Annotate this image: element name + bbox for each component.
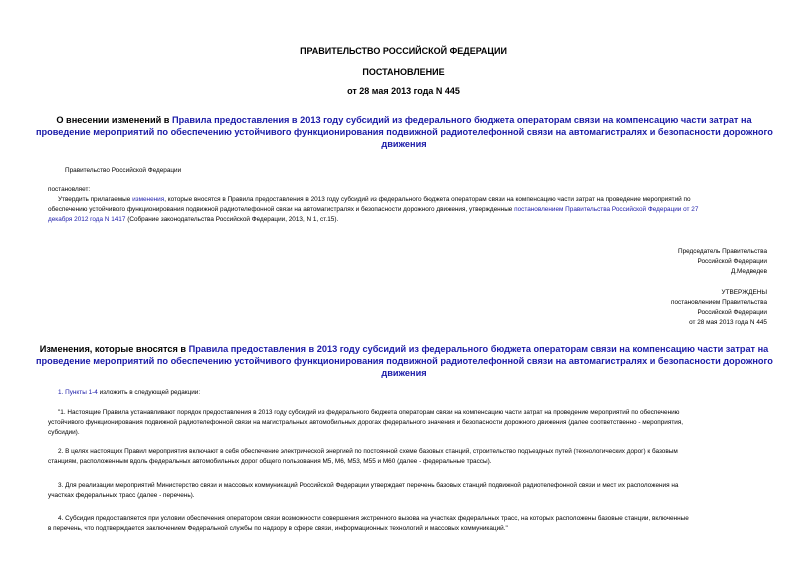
signature-position: Председатель Правительства [678, 248, 767, 255]
changes-title [36, 343, 772, 379]
item-2-paragraph [48, 447, 770, 467]
p1-text-b: , которые вносятся в Правила предоставления в 2013 году субсидий из федерального бюджета операторам связи на компенсацию части затрат на проведение мероприятий по [164, 196, 691, 203]
document-date: от 28 мая 2013 года N 445 [347, 86, 460, 96]
changes-rules-link-line2[interactable]: проведение мероприятий по обеспечению устойчивого функционирования подвижной радиотелефонной связи на автомагистралях и безопасности дорожного [36, 356, 773, 366]
item-1-paragraph [48, 408, 770, 438]
rules-link[interactable]: Правила предоставления в 2013 году субсидий из федерального бюджета операторам связи на компенсацию части затрат на [172, 115, 752, 125]
document-title [36, 114, 772, 150]
item-3-line-1: 3. Для реализации мероприятий Министерство связи и массовых коммуникаций Российской Федерации утверждает перечень базовых станций подвижной радиотелефонной связи и мест их расположения на [58, 482, 679, 489]
item-4-line-2: в перечень, что подтверждается заключением Федеральной службы по надзору в сфере связи, информационных технологий и массовых коммуникаций." [48, 525, 508, 532]
p1-line2-text: обеспечению устойчивого функционирования подвижной радиотелефонной связи на автомагистралях и безопасности дорожного движения [48, 206, 466, 213]
item-4-line-1: 4. Субсидия предоставляется при условии обеспечения оператором связи возможности совершения экстренного вызова на участках федеральных трасс, на которых расположены базовые станции, включенные [58, 515, 689, 522]
changes-link[interactable]: изменения [132, 196, 165, 203]
item-1-line-1: "1. Настоящие Правила устанавливают порядок предоставления в 2013 году субсидий из федерального бюджета операторам связи на компенсацию части затрат на проведение мероприятий по обеспечению [58, 409, 680, 416]
postanovlyaet-text: постановляет: [48, 186, 91, 193]
p1-line2-text-b: , утвержденные [465, 206, 515, 213]
item-1-line-2: устойчивого функционирования подвижной радиотелефонной связи на магистральных автомобильных дорогах федерального значения и безопасности дорожного движения (далее соответственно - мероприятия, [48, 419, 684, 426]
item-3-line-2: участках федеральных трасс (далее - перечень). [48, 492, 195, 499]
government-heading: ПРАВИТЕЛЬСТВО РОССИЙСКОЙ ФЕДЕРАЦИИ [300, 46, 507, 56]
approved-country: Российской Федерации [697, 309, 767, 316]
changes-rules-link[interactable]: Правила предоставления в 2013 году субсидий из федерального бюджета операторам связи на компенсацию части затрат на [188, 344, 769, 354]
item-1-intro [48, 388, 770, 398]
item-4-paragraph [48, 514, 770, 534]
approved-by: постановлением Правительства [671, 299, 767, 306]
title-prefix: О внесении изменений в [56, 115, 173, 125]
approved-block [671, 288, 767, 328]
document-type: ПОСТАНОВЛЕНИЕ [362, 67, 445, 77]
approved-label: УТВЕРЖДЕНЫ [721, 289, 767, 296]
item-1-intro-text: изложить в следующей редакции: [97, 389, 201, 396]
government-text: Правительство Российской Федерации [65, 167, 182, 174]
signature-name: Д.Медведев [730, 268, 767, 275]
signature-block [678, 247, 767, 277]
resolution-link-date[interactable]: декабря 2012 года N 1417 [48, 216, 126, 223]
rules-link-line2[interactable]: проведение мероприятий по обеспечению устойчивого функционирования подвижной радиотелефонной связи на автомагистралях и безопасности дорожного [36, 127, 773, 137]
p1-text-a: Утвердить прилагаемые [58, 196, 133, 203]
item-2-line-2: станциям, расположенным вдоль федеральных автомобильных дорог общего пользования М5, М6, М53, М55 и М60 (далее - федеральные трассы). [48, 458, 492, 465]
signature-country: Российской Федерации [697, 258, 767, 265]
approved-date: от 28 мая 2013 года N 445 [689, 319, 767, 326]
item-2-line-1: 2. В целях настоящих Правил мероприятия включают в себя обеспечение электрической энергией по постоянной схеме базовых станций, строительство подъездных путей (технологических дорог) к базовым [58, 448, 678, 455]
item-1-line-3: субсидии). [48, 429, 80, 436]
item-3-paragraph [48, 481, 770, 501]
p1-line3-text: (Собрание законодательства Российской Федерации, 2013, N 1, ст.15). [125, 216, 339, 223]
changes-rules-link-line3[interactable]: движения [381, 368, 427, 378]
approval-paragraph [48, 195, 778, 225]
resolution-link[interactable]: постановлением Правительства Российской Федерации от 27 [514, 206, 699, 213]
points-1-4-link[interactable]: 1. Пункты 1-4 [58, 389, 98, 396]
rules-link-line3[interactable]: движения [381, 139, 427, 149]
changes-title-prefix: Изменения, которые вносятся в [39, 344, 189, 354]
